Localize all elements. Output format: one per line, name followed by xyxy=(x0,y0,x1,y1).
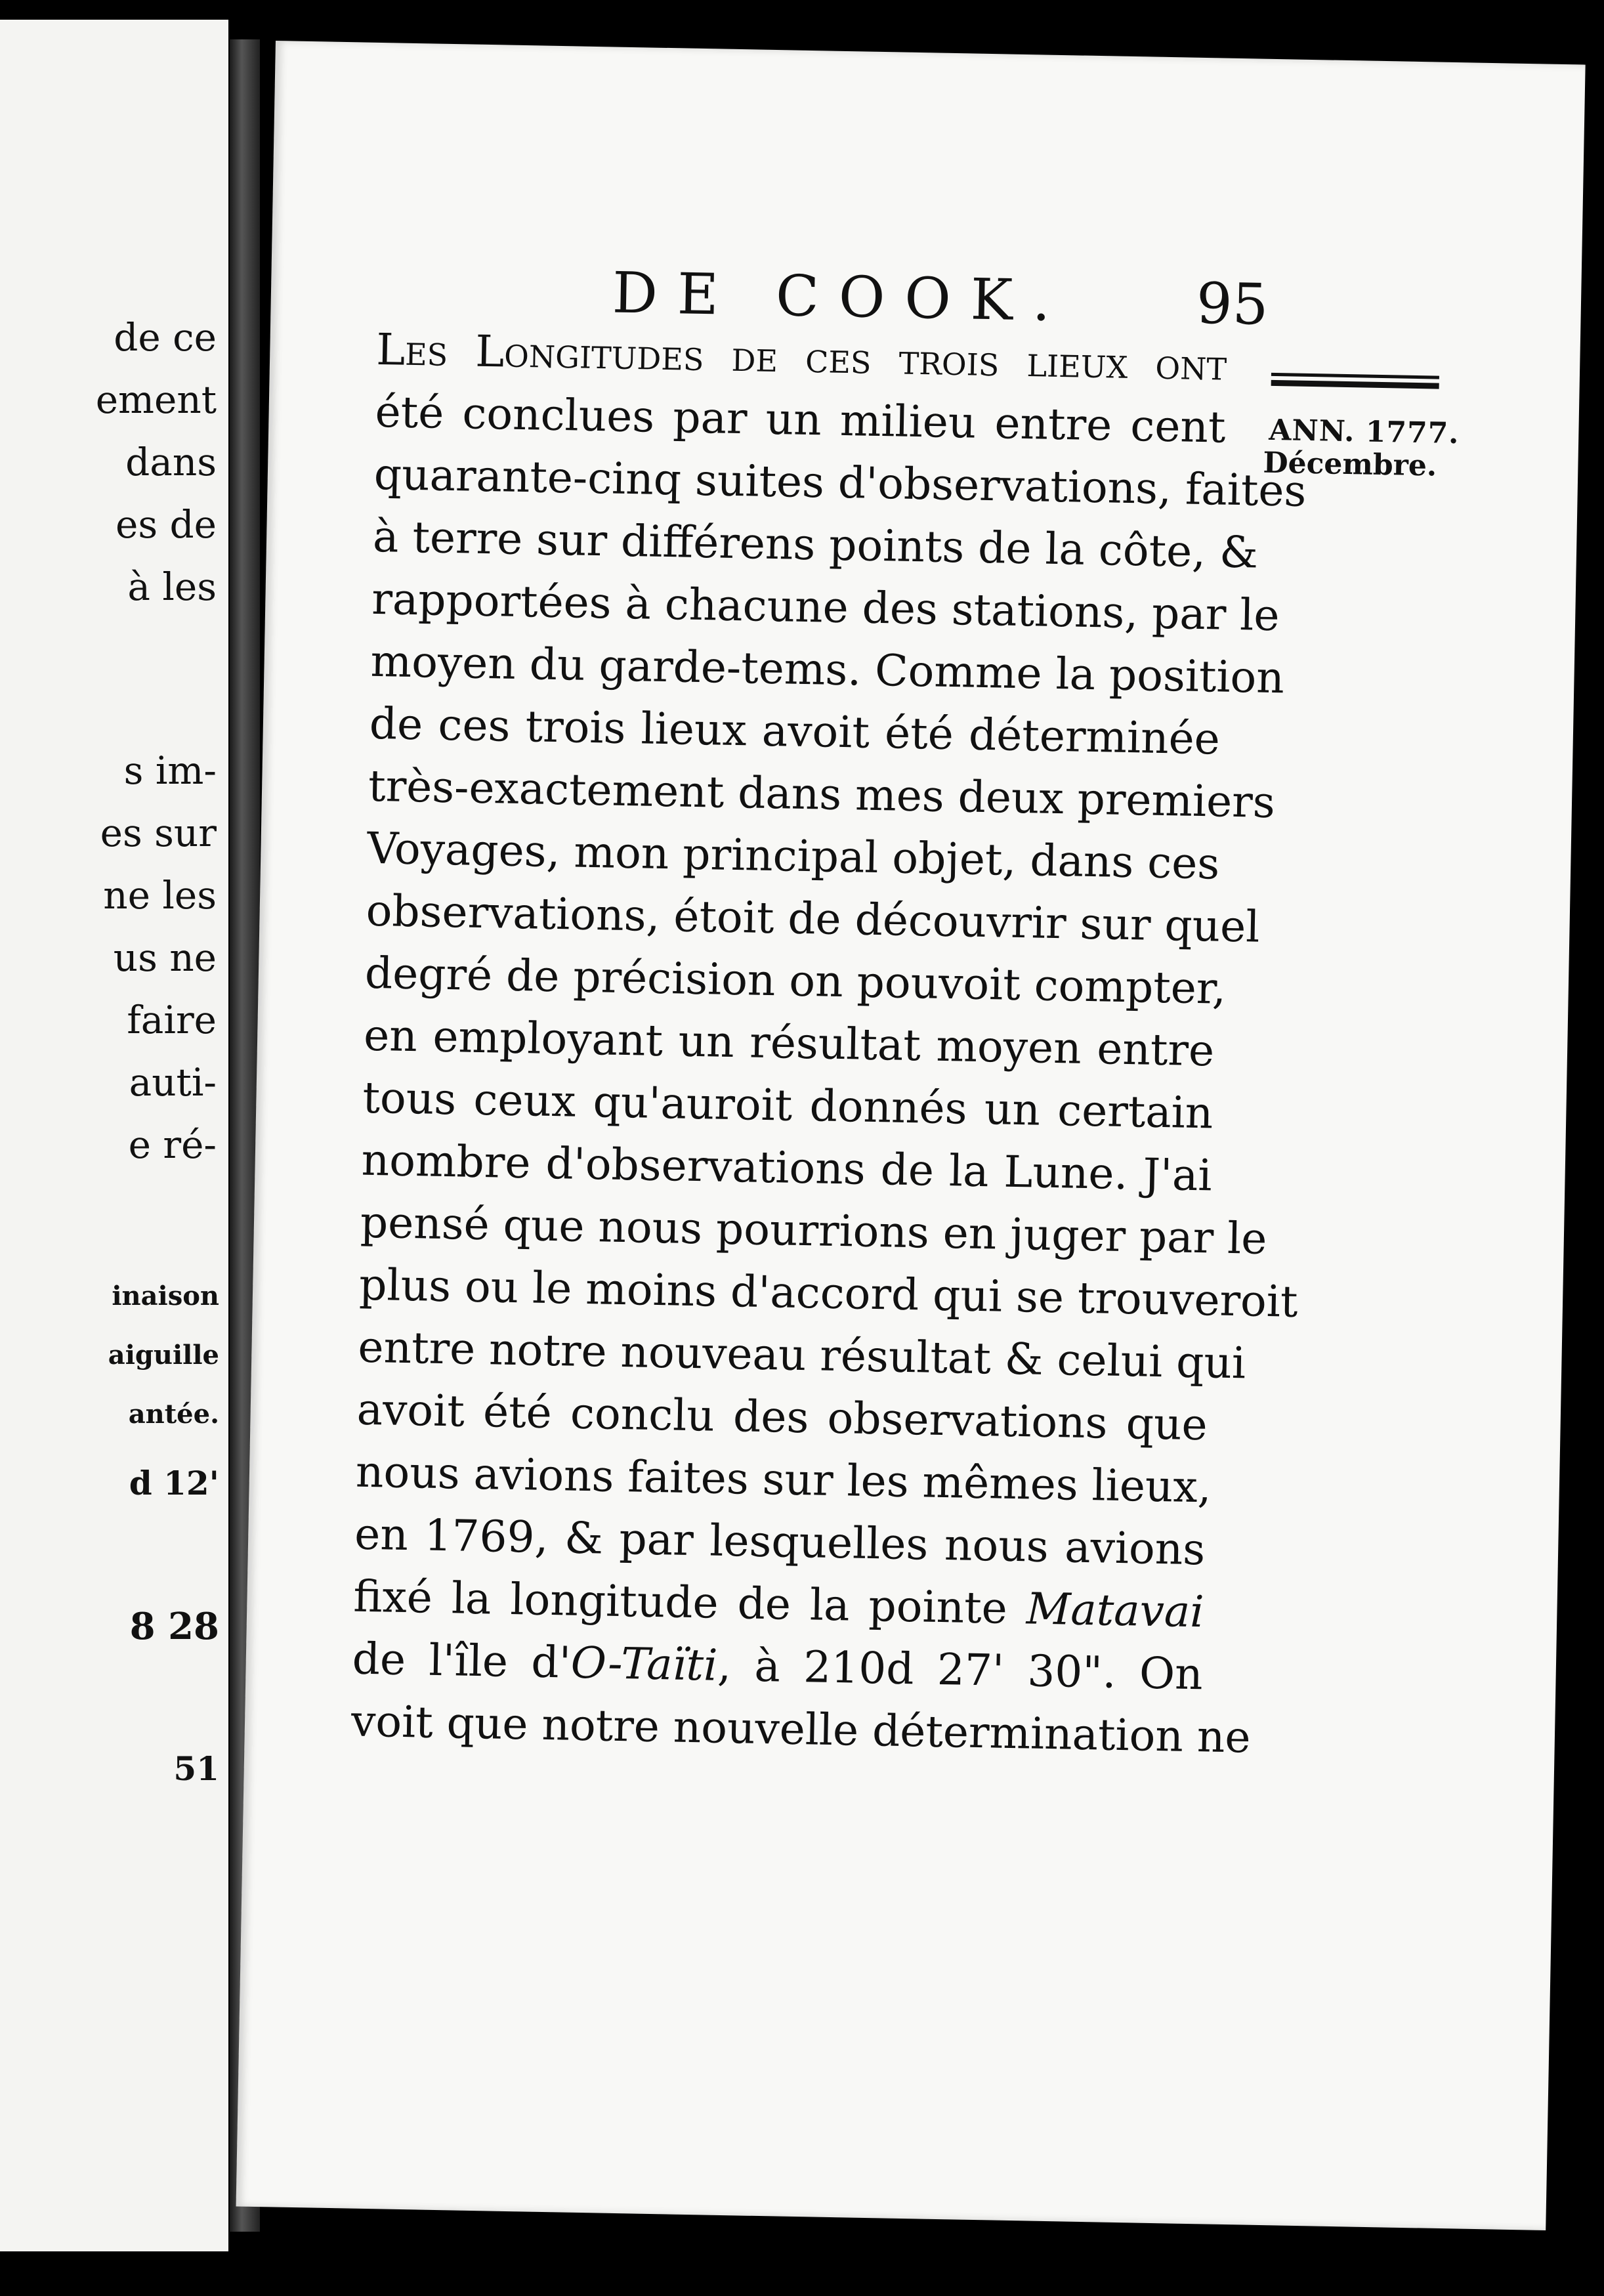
left-line: es sur xyxy=(100,811,217,855)
left-line: e ré- xyxy=(128,1122,217,1167)
text-line: de ces trois lieux avoit été déterminée xyxy=(369,698,1221,765)
text-line: pensé que nous pourrions en juger par le xyxy=(360,1197,1268,1264)
text-line: moyen du garde-tems. Comme la position xyxy=(369,635,1285,704)
text-line: nous avions faites sur les mêmes lieux, xyxy=(355,1446,1212,1513)
text-line: entre notre nouveau résultat & celui qui xyxy=(357,1321,1246,1389)
text-line: quarante-cinq suites d'observations, faites xyxy=(373,448,1307,517)
margin-rule xyxy=(1271,373,1439,393)
text-line: très-exactement dans mes deux premiers xyxy=(368,760,1276,828)
left-line: us ne xyxy=(113,935,217,980)
left-line: faire xyxy=(127,998,217,1042)
left-margin-note: 51 xyxy=(173,1749,219,1788)
text-line: degré de précision on pouvoit compter, xyxy=(364,947,1227,1014)
text-line: plus ou le moins d'accord qui se trouveroit xyxy=(358,1259,1299,1327)
body-text xyxy=(350,318,1307,1768)
text-line: été conclues par un milieu entre cent xyxy=(374,386,1227,453)
text-line: de l'île d'O-Taïti, à 210d 27' 30". On xyxy=(352,1633,1204,1700)
page-number: 95 xyxy=(1195,270,1269,338)
text-line: rapportées à chacune des stations, par le xyxy=(371,573,1280,641)
text-line: avoit été conclu des observations que xyxy=(356,1384,1208,1451)
left-margin-note: antée. xyxy=(128,1399,219,1430)
text-line: à terre sur différens points de la côte, & xyxy=(372,511,1259,578)
text-line: en employant un résultat moyen entre xyxy=(363,1010,1215,1076)
left-line: es de xyxy=(116,502,217,547)
text-line: en 1769, & par lesquelles nous avions xyxy=(354,1508,1206,1575)
left-line: de ce xyxy=(114,315,217,360)
text-line: Les Longitudes de ces trois lieux ont xyxy=(375,324,1227,391)
left-margin-note: inaison xyxy=(112,1281,219,1311)
book-page xyxy=(236,41,1586,2230)
running-head: DE COOK. xyxy=(612,260,1071,335)
text-line: voit que notre nouvelle détermination ne xyxy=(350,1695,1252,1763)
left-line: ne les xyxy=(103,873,217,918)
margin-note-month: Décembre. xyxy=(1262,446,1437,483)
text-line: observations, étoit de découvrir sur quel xyxy=(366,885,1261,952)
left-line: s im- xyxy=(123,748,217,793)
left-line: auti- xyxy=(129,1060,217,1105)
margin-note-year: ANN. 1777. xyxy=(1268,413,1460,451)
left-margin-note: 8 28 xyxy=(129,1605,219,1648)
text-line: nombre d'observations de la Lune. J'ai xyxy=(361,1134,1213,1201)
text-line: fixé la longitude de la pointe Matavai xyxy=(352,1571,1205,1638)
left-margin-note: d 12' xyxy=(129,1464,219,1502)
text-line: Voyages, mon principal objet, dans ces xyxy=(366,822,1220,889)
text-line: tous ceux qu'auroit donnés un certain xyxy=(362,1072,1214,1139)
left-line: ement xyxy=(95,377,217,422)
left-line: à les xyxy=(127,564,217,609)
left-line: dans xyxy=(125,440,217,484)
left-margin-note: aiguille xyxy=(108,1340,219,1371)
left-page-fragment xyxy=(0,20,228,2251)
